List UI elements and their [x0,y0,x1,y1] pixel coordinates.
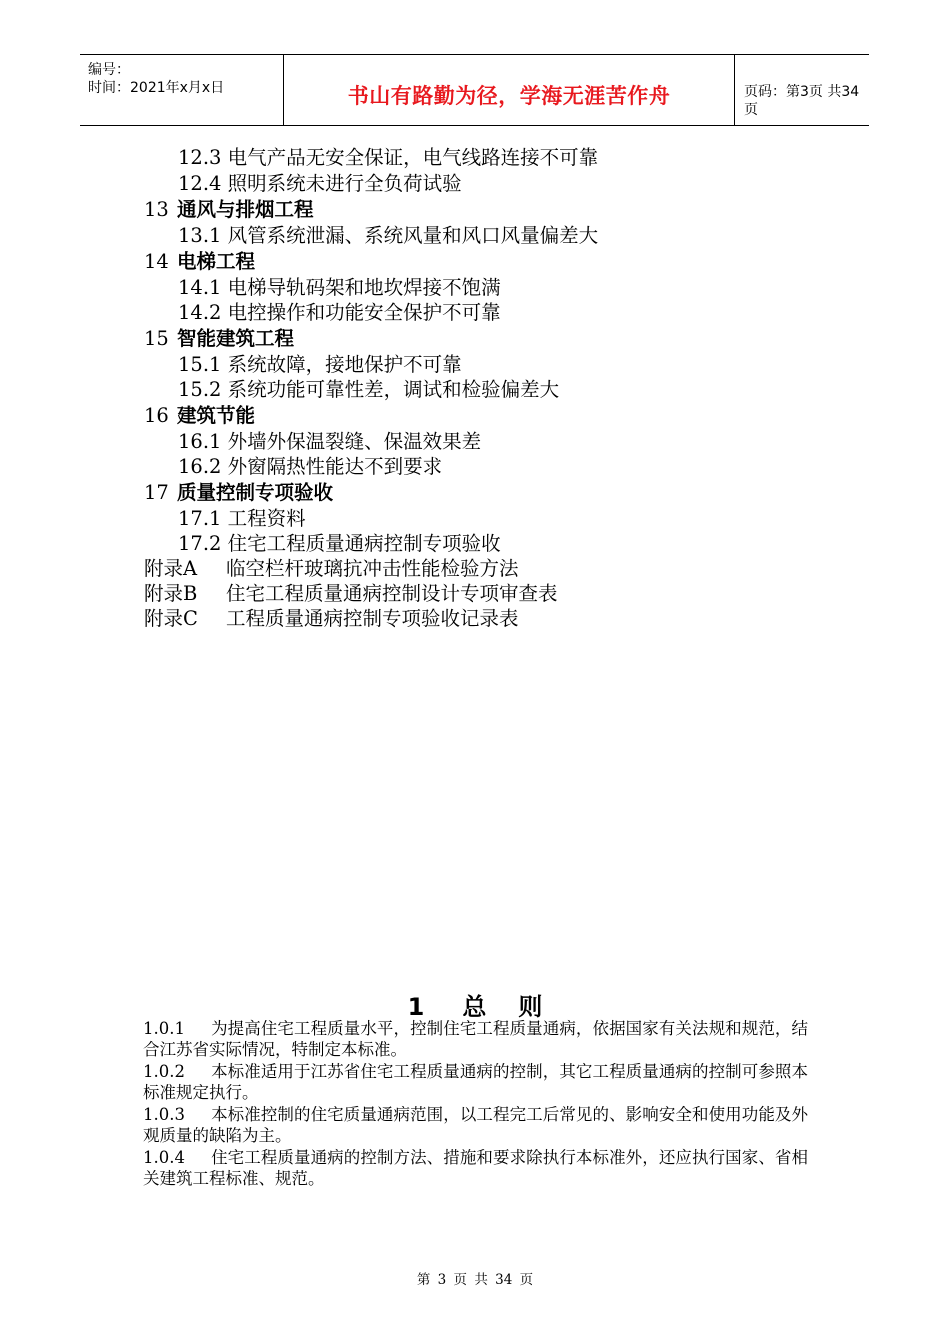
clause-text: 本标准控制的住宅质量通病范围，以工程完工后常见的、影响安全和使用功能及外观质量的缺陷为主。 [143,1105,808,1145]
header-table [80,54,869,126]
toc-appendix [144,556,519,582]
chapter-title-first: 总 [462,993,487,1021]
toc-section [144,197,314,223]
toc-section [144,326,294,352]
toc-section-title: 智能建筑工程 [177,327,295,350]
toc-subitem: 17.1 工程资料 [178,507,306,530]
toc-subitem: 15.1 系统故障，接地保护不可靠 [178,353,462,376]
chapter-heading [0,987,950,1022]
clause-paragraph [143,1018,808,1060]
toc-section [144,249,255,275]
clause-number: 1.0.4 [143,1148,185,1167]
chapter-number: 1 [407,993,425,1021]
toc-subitem: 16.2 外窗隔热性能达不到要求 [178,455,443,478]
page-info: 页码：第3页 共34页 [744,84,860,118]
toc-section-title: 电梯工程 [177,250,256,273]
appendix-title: 工程质量通病控制专项验收记录表 [226,607,519,630]
appendix-tag: 附录C [144,607,198,630]
clause-paragraph [143,1147,808,1189]
toc-section [144,480,333,506]
clause-paragraph [143,1061,808,1103]
appendix-title: 临空栏杆玻璃抗冲击性能检验方法 [226,557,519,580]
header-page-cell [734,55,869,125]
toc-section-title: 通风与排烟工程 [177,198,314,221]
clause-number: 1.0.2 [143,1062,185,1081]
toc-section-number: 13 [144,198,169,221]
toc-section-number: 16 [144,404,169,427]
header-motto-cell [283,55,735,125]
toc-subitem: 17.2 住宅工程质量通病控制专项验收 [178,532,501,555]
toc-appendix [144,581,558,607]
clause-text: 住宅工程质量通病的控制方法、措施和要求除执行本标准外，还应执行国家、省相关建筑工程标准、规范。 [143,1148,808,1188]
appendix-title: 住宅工程质量通病控制设计专项审查表 [226,582,558,605]
page-footer: 第 3 页 共 34 页 [416,1272,534,1288]
motto-text: 书山有路勤为径，学海无涯苦作舟 [347,84,671,108]
toc-section-number: 14 [144,250,169,273]
chapter-title-second: 则 [518,993,543,1021]
toc-subitem: 15.2 系统功能可靠性差，调试和检验偏差大 [178,378,560,401]
clause-number: 1.0.3 [143,1105,185,1124]
toc-section [144,403,255,429]
clause-paragraph [143,1104,808,1146]
toc-appendix [144,606,519,632]
clause-number: 1.0.1 [143,1019,185,1038]
toc-section-number: 15 [144,327,169,350]
toc-subitem: 16.1 外墙外保温裂缝、保温效果差 [178,430,482,453]
toc-subitem: 13.1 风管系统泄漏、系统风量和风口风量偏差大 [178,224,599,247]
toc-section-number: 17 [144,481,169,504]
toc-subitem: 12.3 电气产品无安全保证，电气线路连接不可靠 [178,146,599,169]
header-meta-cell [80,55,283,125]
clause-text: 本标准适用于江苏省住宅工程质量通病的控制，其它工程质量通病的控制可参照本标准规定执行。 [143,1062,808,1102]
toc-section-title: 质量控制专项验收 [177,481,334,504]
toc-subitem: 14.1 电梯导轨码架和地坎焊接不饱满 [178,276,501,299]
toc-section-title: 建筑节能 [177,404,256,427]
clause-text: 为提高住宅工程质量水平，控制住宅工程质量通病，依据国家有关法规和规范，结合江苏省实际情况，特制定本标准。 [143,1019,808,1059]
toc-subitem: 14.2 电控操作和功能安全保护不可靠 [178,301,501,324]
appendix-tag: 附录A [144,557,198,580]
time-label: 时间：2021年x月x日 [88,80,225,96]
serial-label: 编号： [88,62,130,78]
appendix-tag: 附录B [144,582,198,605]
toc-subitem: 12.4 照明系统未进行全负荷试验 [178,172,462,195]
